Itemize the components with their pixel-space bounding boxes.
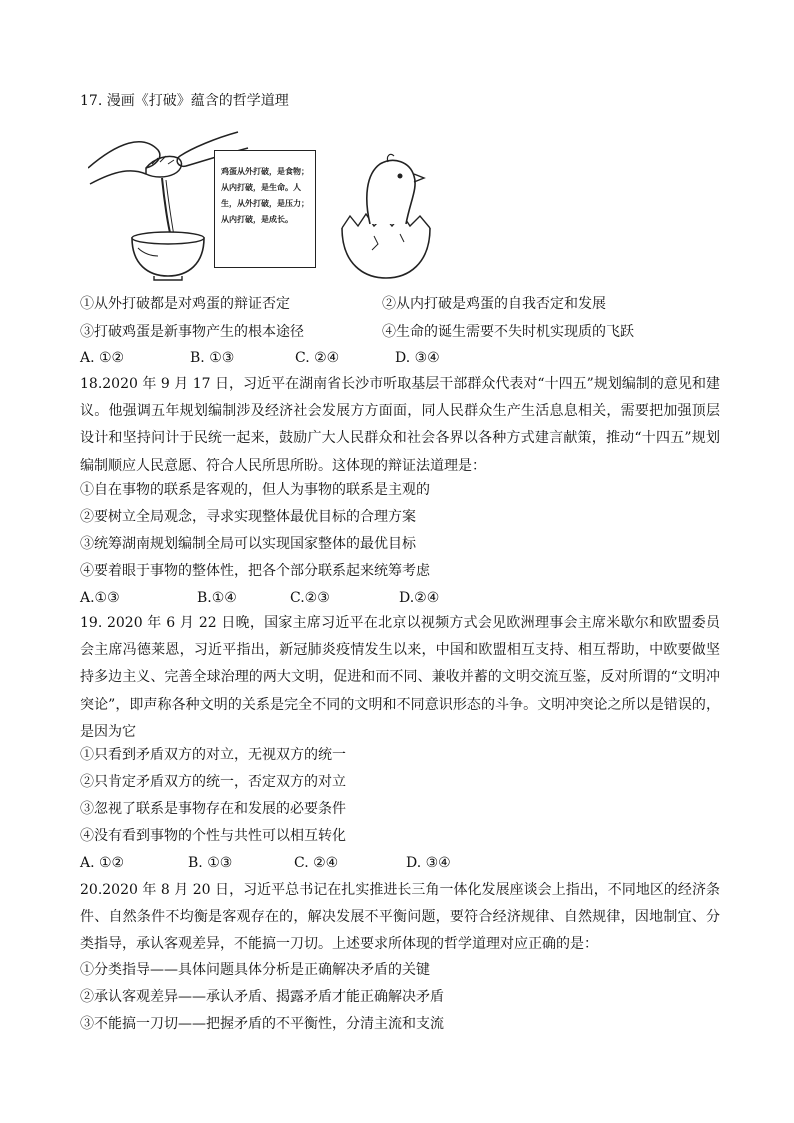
q18-option-3: ③统筹湖南规划编制全局可以实现国家整体的最优目标 (80, 536, 416, 552)
q17-choice-d: D. ③④ (395, 350, 440, 366)
q19-option-4: ④没有看到事物的个性与共性可以相互转化 (80, 828, 346, 844)
q18-choice-d: D.②④ (399, 590, 440, 606)
q17-options-row-1 (80, 294, 606, 314)
q18-choice-b: B.①④ (197, 590, 237, 606)
q18-option-4: ④要着眼于事物的整体性，把各个部分联系起来统筹考虑 (80, 563, 430, 579)
q19-choice-b: B. ①③ (188, 855, 233, 871)
q20-option-2: ②承认客观差异——承认矛盾、揭露矛盾才能正确解决矛盾 (80, 989, 444, 1005)
q19-stem: 19. 2020 年 6 月 22 日晚，国家主席习近平在北京以视频方式会见欧洲理事会主席米歇尔和欧盟委员会主席冯德莱恩，习近平指出，新冠肺炎疫情发生以来，中国和欧盟相互支持、相互帮助，中欧要做坚持多边主义、完善全球治理的两大文明，促进和而不同、兼收并蓄的文明交流互鉴，反对所谓的“文明冲突论”，即声称各种文明的关系是完全不同的文明和不同意识形态的斗争。文明冲突论之所以是错误的，是因为它 (80, 615, 720, 740)
q19-choices (80, 853, 451, 873)
q17-option-2: ②从内打破是鸡蛋的自我否定和发展 (382, 296, 606, 312)
q18-option-2: ②要树立全局观念，寻求实现整体最优目标的合理方案 (80, 509, 416, 525)
q17-choice-a: A. ①② (80, 350, 125, 366)
q19-option-2: ②只肯定矛盾双方的统一，否定双方的对立 (80, 774, 346, 790)
q17-title: 17. 漫画《打破》蕴含的哲学道理 (80, 93, 289, 109)
q18-choices (80, 588, 439, 608)
q18-choice-c: C.②③ (290, 590, 330, 606)
q17-options-row-2 (80, 322, 634, 342)
q17-choice-b: B. ①③ (190, 350, 235, 366)
q20-stem: 20.2020 年 8 月 20 日，习近平总书记在扎实推进长三角一体化发展座谈会上指出，不同地区的经济条件、自然条件不均衡是客观存在的，解决发展不平衡问题，要符合经济规律、自然规律，因地制宜、分类指导，承认客观差异，不能搞一刀切。上述要求所体现的哲学道理对应正确的是： (80, 882, 720, 953)
q18-choice-a: A.①③ (80, 590, 120, 606)
q20-option-3: ③不能搞一刀切——把握矛盾的不平衡性，分清主流和支流 (80, 1016, 444, 1032)
q17-option-1: ①从外打破都是对鸡蛋的辩证否定 (80, 296, 290, 312)
q19-option-1: ①只看到矛盾双方的对立，无视双方的统一 (80, 747, 346, 763)
q20-option-1: ①分类指导——具体问题具体分析是正确解决矛盾的关键 (80, 962, 430, 978)
q18-option-1: ①自在事物的联系是客观的，但人为事物的联系是主观的 (80, 482, 430, 498)
q19-option-3: ③忽视了联系是事物存在和发展的必要条件 (80, 801, 346, 817)
q17-choice-c: C. ②④ (295, 350, 340, 366)
cartoon-caption: 鸡蛋从外打破，是食物；从内打破，是生命。人生，从外打破，是压力；从内打破，是成长。 (214, 150, 316, 268)
q19-choice-c: C. ②④ (294, 855, 339, 871)
q17-choices (80, 348, 440, 368)
q19-choice-a: A. ①② (80, 855, 125, 871)
q17-option-3: ③打破鸡蛋是新事物产生的根本途径 (80, 324, 304, 340)
q17-option-4: ④生命的诞生需要不失时机实现质的飞跃 (382, 324, 634, 340)
q19-choice-d: D. ③④ (406, 855, 451, 871)
q18-stem: 18.2020 年 9 月 17 日，习近平在湖南省长沙市听取基层干部群众代表对“十四五”规划编制的意见和建议。他强调五年规划编制涉及经济社会发展方方面面，同人民群众生产生活息息相关，需要把加强顶层设计和坚持问计于民统一起来，鼓励广大人民群众和社会各界以各种方式建言献策，推动“十四五”规划编制顺应人民意愿、符合人民所思所盼。这体现的辩证法道理是： (80, 376, 720, 474)
